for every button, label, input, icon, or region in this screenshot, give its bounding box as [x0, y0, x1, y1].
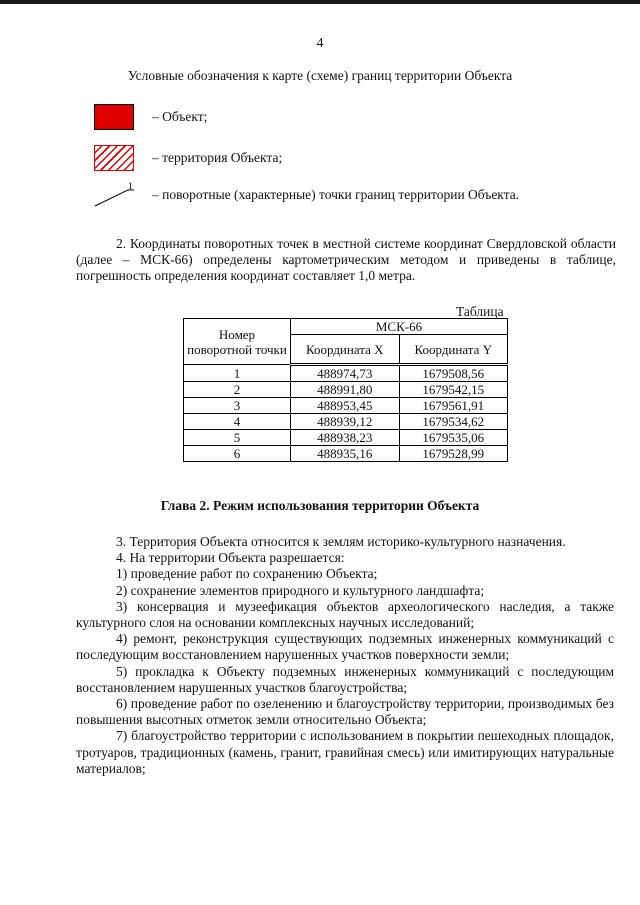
- cell-y: 1679534,62: [399, 414, 508, 430]
- table-row: [184, 430, 508, 446]
- cell-point: 6: [184, 446, 291, 462]
- cell-point: 2: [184, 382, 291, 398]
- cell-point: 4: [184, 414, 291, 430]
- header-coordinate-system: МСК-66: [291, 319, 508, 335]
- legend-label: – территория Объекта;: [152, 150, 283, 165]
- cell-y: 1679528,99: [399, 446, 508, 462]
- list-item: 4. На территории Объекта разрешается:: [116, 550, 345, 566]
- cell-x: 488974,73: [291, 365, 400, 382]
- legend-title: Условные обозначения к карте (схеме) границ территории Объекта: [127, 68, 513, 83]
- table-row: [184, 446, 508, 462]
- list-item: 4) ремонт, реконструкция существующих подземных инженерных коммуникаций с последующим восстановлением нарушенных участков поверхности земли;: [76, 631, 614, 663]
- turning-point-line-icon: [94, 182, 134, 208]
- cell-x: 488938,23: [291, 430, 400, 446]
- page-number: 4: [316, 36, 324, 51]
- header-point-number: Номер поворотной точки: [184, 319, 291, 365]
- chapter-title: Глава 2. Режим использования территории Объекта: [160, 498, 480, 513]
- cell-x: 488991,80: [291, 382, 400, 398]
- list-item: 7) благоустройство территории с использованием в покрытии пешеходных площадок, тротуаров, традиционных (камень, гранит, гравийная смесь) или имитирующих натуральные материалов;: [76, 728, 614, 776]
- turning-point-number: 1: [128, 182, 133, 191]
- list-item: 3) консервация и музеефикация объектов археологического наследия, а также культурного слоя на основании комплексных научных исследований;: [76, 598, 614, 631]
- legend-label: – поворотные (характерные) точки границ территории Объекта.: [152, 187, 520, 202]
- cell-x: 488953,45: [291, 398, 400, 414]
- list-item: 1) проведение работ по сохранению Объекта;: [116, 566, 378, 582]
- cell-y: 1679561,91: [399, 398, 508, 414]
- header-coordinate-y: Координата Y: [399, 335, 508, 365]
- legend-label: – Объект;: [152, 109, 208, 124]
- cell-y: 1679542,15: [399, 382, 508, 398]
- red-hatched-rectangle-icon: [94, 145, 134, 171]
- list-item: 3. Территория Объекта относится к землям историко-культурного назначения.: [116, 534, 566, 549]
- cell-point: 3: [184, 398, 291, 414]
- cell-point: 5: [184, 430, 291, 446]
- cell-x: 488935,16: [291, 446, 400, 462]
- table-caption: Таблица: [456, 304, 504, 319]
- coordinates-paragraph: 2. Координаты поворотных точек в местной системе координат Свердловской области (далее – МСК-66) определены картометрическим методом и приведены в таблице, погрешность определения координат составляет 1,0 метра.: [76, 236, 616, 284]
- cell-point: 1: [184, 365, 291, 382]
- table-row: [184, 398, 508, 414]
- table-row: [184, 365, 508, 382]
- list-item: 5) прокладка к Объекту подземных инженерных коммуникаций с последующим восстановлением нарушенных участков благоустройства;: [76, 663, 614, 695]
- list-item: 6) проведение работ по озеленению и благоустройству территории, производимых без повышения высотных отметок земли относительно Объекта;: [76, 696, 614, 728]
- list-item: 2) сохранение элементов природного и культурного ландшафта;: [116, 582, 485, 598]
- cell-y: 1679508,56: [399, 365, 508, 382]
- red-filled-rectangle-icon: [94, 104, 134, 130]
- scan-top-edge: [0, 0, 640, 4]
- legend-item-turning-points: [94, 182, 520, 208]
- legend-item-territory: [94, 145, 283, 171]
- cell-x: 488939,12: [291, 414, 400, 430]
- table-row: [184, 414, 508, 430]
- coordinates-table: [183, 318, 508, 462]
- legend-item-object: [94, 104, 208, 130]
- permitted-uses-list: [76, 534, 614, 777]
- header-coordinate-x: Координата X: [291, 335, 400, 365]
- cell-y: 1679535,06: [399, 430, 508, 446]
- table-row: [184, 382, 508, 398]
